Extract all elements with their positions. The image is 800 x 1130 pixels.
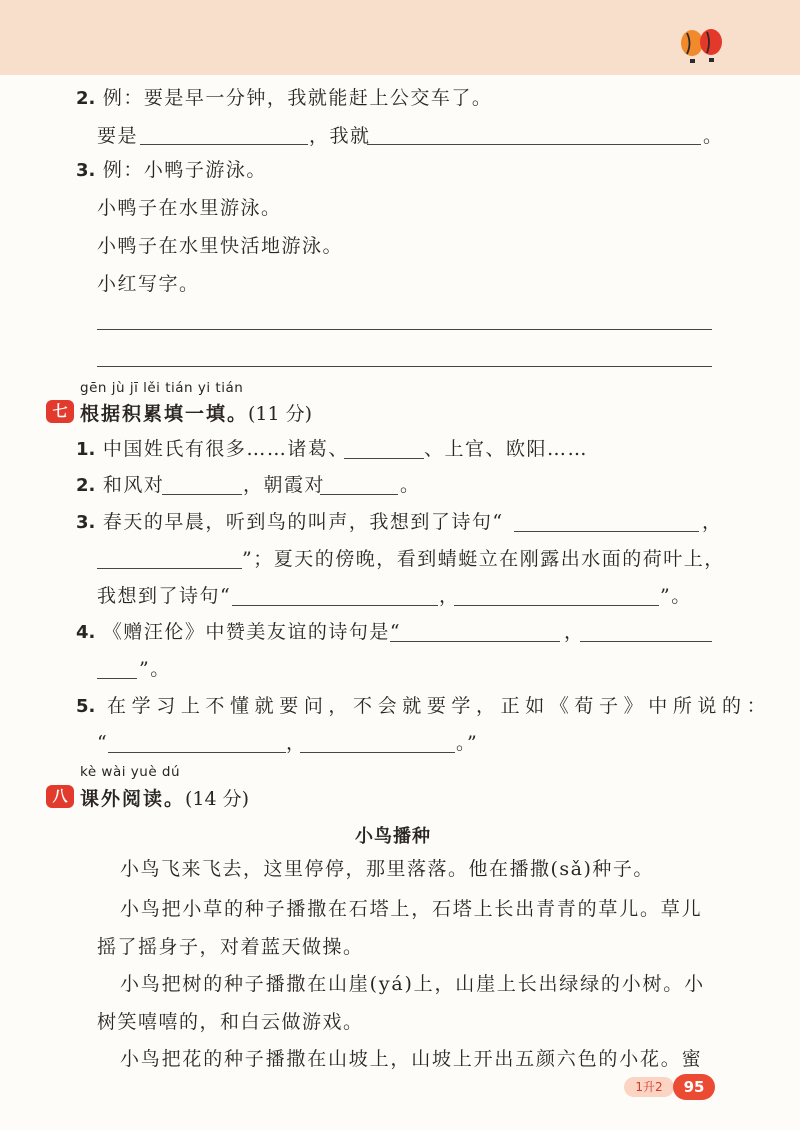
story-paragraph: 摇了摇身子，对着蓝天做操。 [97, 936, 364, 958]
question-2-blank-end: 。 [703, 125, 724, 147]
balloon-logo-icon [678, 28, 724, 66]
answer-blank[interactable] [454, 605, 659, 606]
section-7-item-2-end: 。 [400, 474, 421, 496]
section-7-item-2: 2. 和风对 [76, 474, 165, 496]
story-paragraph: 树笑嘻嘻的，和白云做游戏。 [97, 1011, 364, 1033]
answer-blank[interactable] [344, 458, 424, 459]
story-title: 小鸟播种 [355, 826, 431, 847]
question-2-blank-start: 要是 [97, 125, 139, 147]
answer-blank[interactable] [300, 752, 455, 753]
answer-blank[interactable] [390, 641, 560, 642]
answer-blank[interactable] [320, 494, 398, 495]
story-paragraph: 小鸟飞来飞去，这里停停，那里落落。他在播撒(sǎ)种子。 [120, 858, 654, 880]
answer-line[interactable] [97, 329, 712, 330]
answer-blank[interactable] [162, 494, 242, 495]
section-7-item-3-comma: ， [702, 511, 723, 533]
section-7-item-5-end: 。” [456, 732, 479, 754]
section-7-item-2-mid: ，朝霞对 [243, 474, 326, 496]
question-3-line-2: 小鸭子在水里快活地游泳。 [97, 235, 344, 257]
section-7-item-3-cont: ”；夏天的傍晚，看到蜻蜓立在刚露出水面的荷叶上， [242, 548, 725, 570]
story-paragraph: 小鸟把树的种子播撒在山崖(yá)上，山崖上长出绿绿的小树。小 [120, 973, 705, 995]
answer-blank[interactable] [97, 568, 242, 569]
section-7-heading: 根据积累填一填。(11 分) [80, 403, 313, 425]
answer-line[interactable] [97, 366, 712, 367]
section-7-item-3-comma2: ， [439, 585, 460, 607]
section-7-pinyin: gēn jù jī lěi tián yi tián [80, 380, 244, 396]
answer-blank[interactable] [108, 752, 286, 753]
question-2-example: 2. 例：要是早一分钟，我就能赶上公交车了。 [76, 87, 493, 109]
section-7-item-4-end: ”。 [139, 658, 171, 680]
question-2-blank-mid: ，我就 [309, 125, 371, 147]
section-7-item-5-open: “ [97, 732, 109, 754]
section-8-badge: 八 [46, 785, 74, 808]
question-3-line-1: 小鸭子在水里游泳。 [97, 197, 282, 219]
grade-label: 1升2 [624, 1077, 674, 1097]
section-7-item-5-comma: ， [286, 732, 307, 754]
answer-blank[interactable] [140, 144, 308, 145]
section-7-item-1-tail: 、上官、欧阳…… [424, 438, 589, 460]
section-7-item-3-line3: 我想到了诗句“ [97, 585, 232, 607]
answer-blank[interactable] [580, 641, 712, 642]
question-3-example: 3. 例：小鸭子游泳。 [76, 159, 267, 181]
answer-blank[interactable] [97, 678, 137, 679]
story-paragraph: 小鸟把小草的种子播撒在石塔上，石塔上长出青青的草儿。草儿 [120, 898, 703, 920]
section-7-badge: 七 [46, 400, 74, 423]
section-8-pinyin: kè wài yuè dú [80, 764, 181, 780]
section-8-heading: 课外阅读。(14 分) [80, 788, 250, 810]
answer-blank[interactable] [367, 144, 701, 145]
question-3-prompt: 小红写字。 [97, 273, 200, 295]
section-7-item-3: 3. 春天的早晨，听到鸟的叫声，我想到了诗句“ [76, 511, 504, 533]
section-7-item-1: 1. 中国姓氏有很多……诸葛、 [76, 438, 349, 460]
section-7-item-4: 4. 《赠汪伦》中赞美友谊的诗句是“ [76, 621, 402, 643]
section-7-item-3-end: ”。 [660, 585, 692, 607]
section-7-item-5: 5. 在学习上不懂就要问，不会就要学，正如《荀子》中所说的： [76, 695, 772, 717]
answer-blank[interactable] [232, 605, 438, 606]
story-paragraph: 小鸟把花的种子播撒在山坡上，山坡上开出五颜六色的小花。蜜 [120, 1048, 703, 1070]
page-number: 95 [673, 1074, 715, 1100]
answer-blank[interactable] [514, 531, 699, 532]
section-7-item-4-comma: ， [564, 621, 585, 643]
